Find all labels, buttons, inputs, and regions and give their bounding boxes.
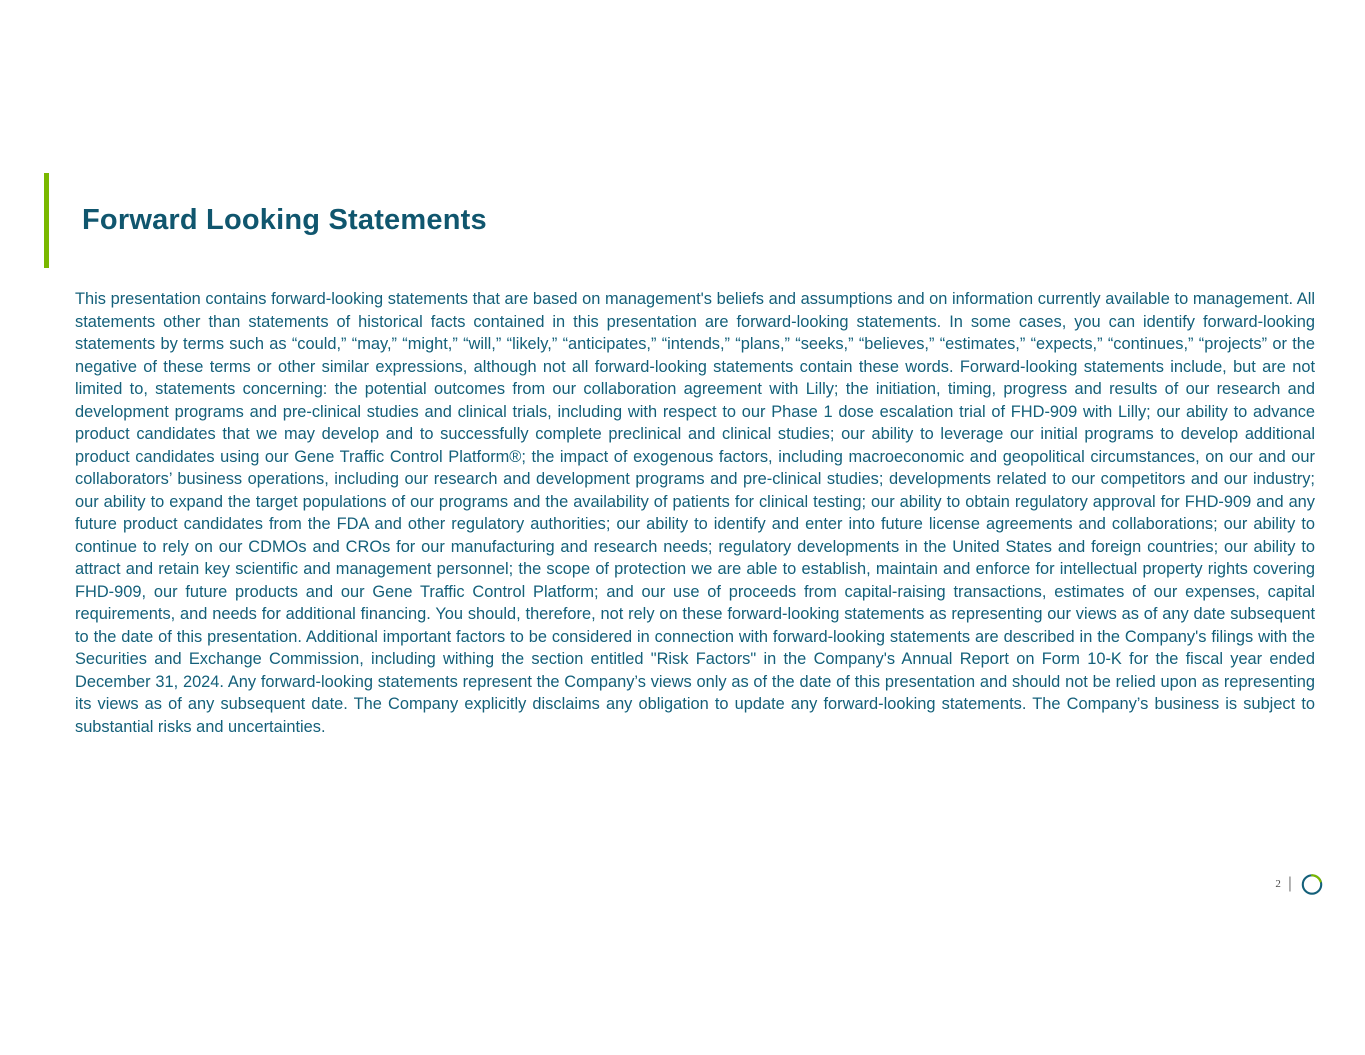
footer-separator: | (1287, 875, 1292, 892)
page-title: Forward Looking Statements (82, 203, 487, 236)
slide-title-block (44, 173, 487, 268)
slide-footer (1275, 871, 1325, 897)
page-number: 2 (1275, 878, 1281, 890)
forward-looking-statements-body: This presentation contains forward-looking statements that are based on management's beliefs and assumptions and on information currently available to management. All statements other than statements of historical facts contained in this presentation are forward-looking statements. In some cases, you can identify forward-looking statements by terms such as “could,” “may,” “might,” “will,” “likely,” “anticipates,” “intends,” “plans,” “seeks,” “believes,” “estimates,” “expects,” “continues,” “projects” or the negative of these terms or other similar expressions, although not all forward-looking statements contain these words. Forward-looking statements include, but are not limited to, statements concerning: the potential outcomes from our collaboration agreement with Lilly; the initiation, timing, progress and results of our research and development programs and pre-clinical studies and clinical trials, including with respect to our Phase 1 dose escalation trial of FHD-909 with Lilly; our ability to advance product candidates that we may develop and to successfully complete preclinical and clinical studies; our ability to leverage our initial programs to develop additional product candidates using our Gene Traffic Control Platform®; the impact of exogenous factors, including macroeconomic and geopolitical circumstances, on our and our collaborators’ business operations, including our research and development programs and pre-clinical studies; developments related to our competitors and our industry; our ability to expand the target populations of our programs and the availability of patients for clinical testing; our ability to obtain regulatory approval for FHD-909 and any future product candidates from the FDA and other regulatory authorities; our ability to identify and enter into future license agreements and collaborations; our ability to continue to rely on our CDMOs and CROs for our manufacturing and research needs; regulatory developments in the United States and foreign countries; our ability to attract and retain key scientific and management personnel; the scope of protection we are able to establish, maintain and enforce for intellectual property rights covering FHD-909, our future products and our Gene Traffic Control Platform; and our use of proceeds from capital-raising transactions, estimates of our expenses, capital requirements, and needs for additional financing. You should, therefore, not rely on these forward-looking statements as representing our views as of any date subsequent to the date of this presentation. Additional important factors to be considered in connection with forward-looking statements are described in the Company's filings with the Securities and Exchange Commission, including withing the section entitled "Risk Factors" in the Company's Annual Report on Form 10-K for the fiscal year ended December 31, 2024. Any forward-looking statements represent the Company’s views only as of the date of this presentation and should not be relied upon as representing its views as of any subsequent date. The Company explicitly disclaims any obligation to update any forward-looking statements. The Company’s business is subject to substantial risks and uncertainties. (75, 290, 1315, 736)
ring-logo-icon (1299, 871, 1325, 897)
